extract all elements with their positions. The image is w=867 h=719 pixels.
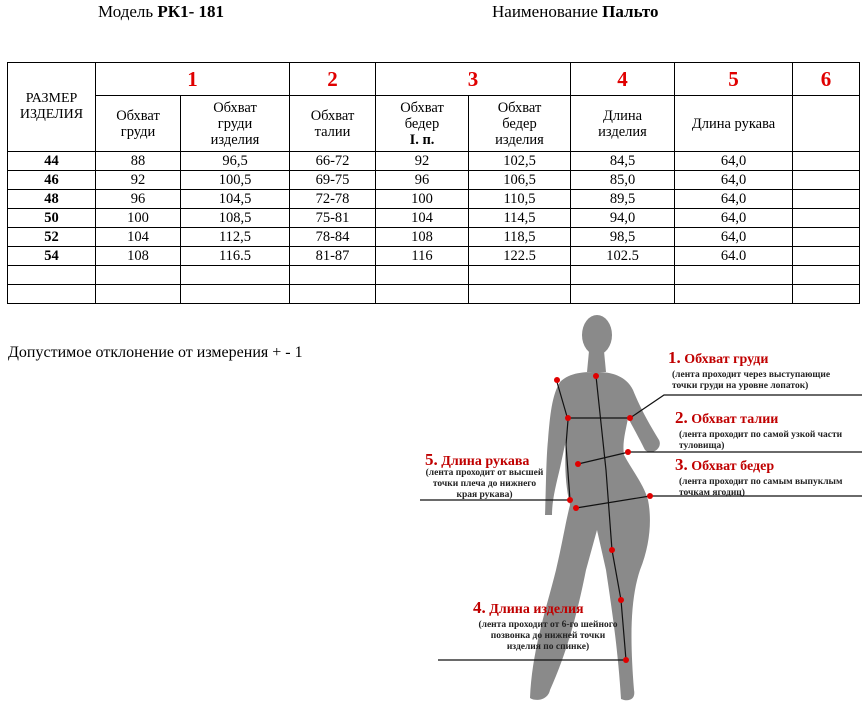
point-length-low <box>618 597 624 603</box>
group-number-6: 6 <box>793 63 860 96</box>
cell-chest: 108 <box>96 247 181 266</box>
header-chest-garment-text: Обхват груди изделия <box>210 99 260 148</box>
label-sleeve <box>425 450 529 470</box>
cell-chest: 96 <box>96 190 181 209</box>
point-shoulder <box>554 377 560 383</box>
model-label: Модель <box>98 2 154 21</box>
cell-sleeve: 64,0 <box>675 228 793 247</box>
label-sleeve-num: 5. <box>425 450 438 469</box>
cell-chest_garment: 96,5 <box>181 152 290 171</box>
cell-length: 89,5 <box>571 190 675 209</box>
label-waist-title: Обхват талии <box>691 412 779 427</box>
cell-hips_garment: 110,5 <box>469 190 571 209</box>
label-length-title: Длина изделия <box>489 602 584 617</box>
cell-waist: 81-87 <box>290 247 376 266</box>
label-length-num: 4. <box>473 598 486 617</box>
point-length-end <box>623 657 629 663</box>
cell-hips_garment: 118,5 <box>469 228 571 247</box>
cell-size: 48 <box>8 190 96 209</box>
group-number-5: 5 <box>675 63 793 96</box>
tolerance-note: Допустимое отклонение от измерения + - 1 <box>8 344 303 361</box>
cell-hips: 116 <box>376 247 469 266</box>
silhouette-head <box>582 315 612 355</box>
note-chest: (лента проходит через выступающие точки груди на уровне лопаток) <box>672 370 831 391</box>
cell-chest: 92 <box>96 171 181 190</box>
model-value: РК1- 181 <box>157 2 225 21</box>
cell-size: 52 <box>8 228 96 247</box>
cell-length: 85,0 <box>571 171 675 190</box>
point-sleeve-end <box>567 497 573 503</box>
point-chest-right <box>627 415 633 421</box>
label-hips-title: Обхват бедер <box>691 459 775 474</box>
label-hips-num: 3. <box>675 455 688 474</box>
cell-size: 46 <box>8 171 96 190</box>
cell-length: 98,5 <box>571 228 675 247</box>
cell-sleeve: 64,0 <box>675 171 793 190</box>
silhouette-neck <box>587 351 606 372</box>
header-length-text: Длина изделия <box>598 107 647 140</box>
header-hips-garment-text: Обхват бедер изделия <box>495 99 544 148</box>
group-number-4: 4 <box>571 63 675 96</box>
cell-chest_garment: 116.5 <box>181 247 290 266</box>
cell-hips: 96 <box>376 171 469 190</box>
label-hips <box>675 455 774 475</box>
cell-size: 50 <box>8 209 96 228</box>
group-number-1: 1 <box>96 63 290 96</box>
header-chest-text: Обхват груди <box>116 107 160 140</box>
cell-hips: 108 <box>376 228 469 247</box>
header-waist-text: Обхват талии <box>310 107 355 140</box>
label-sleeve-title: Длина рукава <box>441 454 530 469</box>
label-chest <box>668 348 768 368</box>
note-waist: (лента проходит по самой узкой части туловища) <box>679 430 843 451</box>
cell-waist: 69-75 <box>290 171 376 190</box>
cell-sleeve: 64,0 <box>675 209 793 228</box>
size-header: РАЗМЕР ИЗДЕЛИЯ <box>8 63 96 152</box>
label-length <box>473 598 584 618</box>
cell-hips: 100 <box>376 190 469 209</box>
label-waist <box>675 408 778 428</box>
cell-length: 94,0 <box>571 209 675 228</box>
cell-hips_garment: 106,5 <box>469 171 571 190</box>
point-waist-left <box>575 461 581 467</box>
cell-chest_garment: 104,5 <box>181 190 290 209</box>
cell-chest_garment: 108,5 <box>181 209 290 228</box>
cell-size: 44 <box>8 152 96 171</box>
cell-chest: 100 <box>96 209 181 228</box>
cell-sleeve: 64,0 <box>675 152 793 171</box>
cell-hips: 92 <box>376 152 469 171</box>
label-chest-title: Обхват груди <box>684 352 769 367</box>
cell-length: 84,5 <box>571 152 675 171</box>
cell-waist: 66-72 <box>290 152 376 171</box>
header-hips-mark: I. п. <box>409 131 435 148</box>
point-hips-left <box>573 505 579 511</box>
name-value: Пальто <box>602 2 659 21</box>
note-sleeve: (лента проходит от высшей точки плеча до нижнего края рукава) <box>425 468 544 500</box>
label-chest-num: 1. <box>668 348 681 367</box>
group-number-2: 2 <box>290 63 376 96</box>
cell-sleeve: 64.0 <box>675 247 793 266</box>
note-hips: (лента проходит по самым выпуклым точкам ягодиц) <box>679 477 843 498</box>
label-waist-num: 2. <box>675 408 688 427</box>
name-label: Наименование <box>492 2 598 21</box>
cell-hips: 104 <box>376 209 469 228</box>
cell-hips_garment: 102,5 <box>469 152 571 171</box>
cell-hips_garment: 122.5 <box>469 247 571 266</box>
point-length-mid <box>609 547 615 553</box>
cell-waist: 72-78 <box>290 190 376 209</box>
point-neck <box>593 373 599 379</box>
cell-sleeve: 64,0 <box>675 190 793 209</box>
point-chest-left <box>565 415 571 421</box>
cell-chest_garment: 112,5 <box>181 228 290 247</box>
cell-chest: 88 <box>96 152 181 171</box>
point-hips-right <box>647 493 653 499</box>
group-number-3: 3 <box>376 63 571 96</box>
point-waist-right <box>625 449 631 455</box>
cell-waist: 78-84 <box>290 228 376 247</box>
cell-chest: 104 <box>96 228 181 247</box>
cell-length: 102.5 <box>571 247 675 266</box>
header-sleeve: Длина рукава <box>675 96 793 152</box>
cell-chest_garment: 100,5 <box>181 171 290 190</box>
cell-waist: 75-81 <box>290 209 376 228</box>
cell-size: 54 <box>8 247 96 266</box>
note-length: (лента проходит от 6-го шейного позвонка до нижней точки изделия по спинке) <box>478 620 618 652</box>
cell-hips_garment: 114,5 <box>469 209 571 228</box>
header-hips-text: Обхват бедер <box>400 99 444 132</box>
